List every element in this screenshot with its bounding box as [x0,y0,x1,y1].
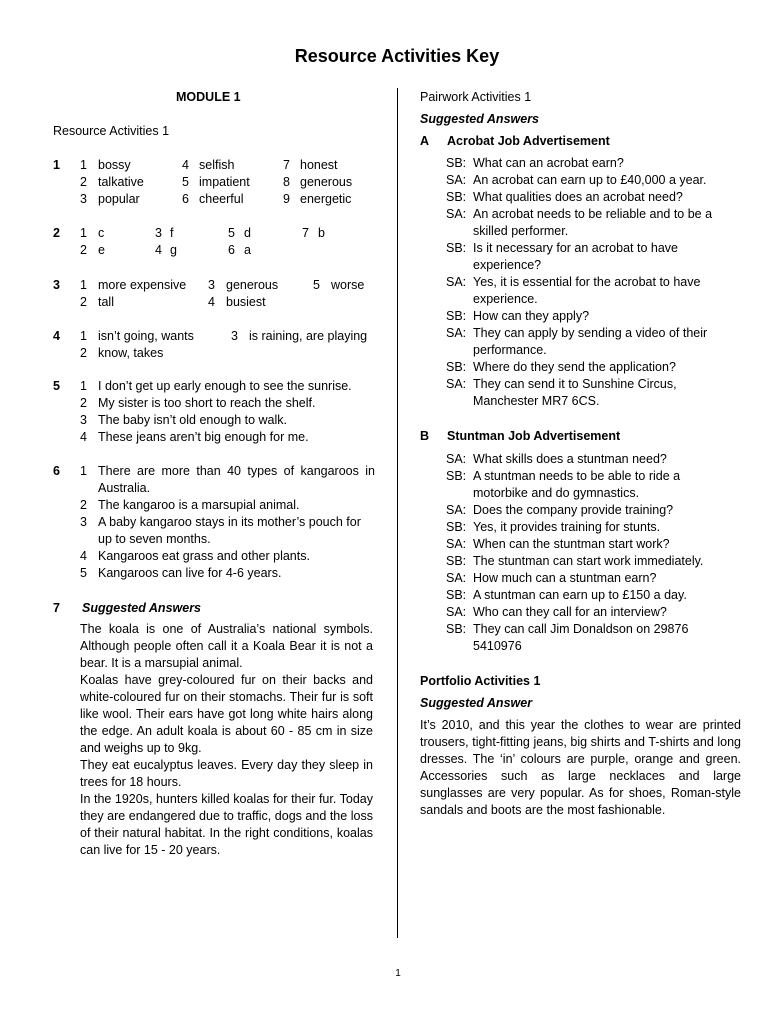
speaker: SA: [446,503,467,517]
item-number: 6 [228,243,235,257]
answer-text: cheerful [199,192,244,206]
item-number: 3 [80,413,87,427]
item-number: 4 [182,158,189,172]
answer-text: Kangaroos can live for 4-6 years. [98,566,282,580]
answer-text: c [98,226,105,240]
acrobat-heading: Acrobat Job Advertisement [447,134,610,148]
item-number: 2 [80,175,87,189]
item-number: 3 [80,192,87,206]
speaker: SA: [446,452,467,466]
pairwork-suggested-label: Suggested Answers [420,112,540,126]
dialogue-text: Who can they call for an interview? [473,605,667,619]
portfolio-heading: Portfolio Activities 1 [420,674,541,688]
answer-text: honest [300,158,338,172]
paragraph: Koalas have grey-coloured fur on their backs and white-coloured fur on their stomachs. Their fur is soft like wool. Their ears have got long white hairs along the edge. An adult koala is about 60 - 85 cm in size and weighs up to 9kg. [80,673,373,755]
list-item [80,395,375,412]
item-number: 5 [80,566,87,580]
dialogue-line [446,519,722,536]
stuntman-heading: Stuntman Job Advertisement [447,429,621,443]
dialogue-text: A stuntman needs to be able to ride a motorbike and do gymnastics. [473,469,681,500]
dialogue-text: Where do they send the application? [473,360,676,374]
answer-text: There are more than 40 types of kangaroos in Australia. [98,464,375,495]
list-item [80,514,375,548]
dialogue-line [446,570,722,587]
item-number: 3 [80,515,87,529]
speaker: SA: [446,537,467,551]
resource-activities-heading: Resource Activities 1 [53,124,170,138]
dialogue-line [446,189,722,206]
speaker: SA: [446,326,467,340]
dialogue-line [446,553,722,570]
module-heading: MODULE 1 [176,90,241,104]
column-divider [397,88,398,938]
answer-text: Kangaroos eat grass and other plants. [98,549,310,563]
item-number: 3 [155,226,162,240]
answer-text: bossy [98,158,131,172]
answer-text: The baby isn’t old enough to walk. [98,413,288,427]
dialogue-text: The stuntman can start work immediately. [473,554,704,568]
paragraph: They eat eucalyptus leaves. Every day they sleep in trees for 18 hours. [80,758,373,789]
item-number: 1 [80,158,87,172]
answer-text: tall [98,295,114,309]
list-item [80,429,375,446]
item-number: 1 [80,278,87,292]
dialogue-line [446,536,722,553]
answer-text: g [170,243,177,257]
speaker: SB: [446,469,467,483]
section-letter: B [420,429,430,443]
dialogue-text: Yes, it provides training for stunts. [473,520,661,534]
dialogue-text: A stuntman can earn up to £150 a day. [473,588,687,602]
item-number: 4 [80,430,87,444]
item-number: 7 [283,158,290,172]
speaker: SB: [446,309,467,323]
page-title: Resource Activities Key [294,46,500,66]
answer-text: selfish [199,158,235,172]
answer-text: d [244,226,251,240]
answer-text: b [318,226,325,240]
item-number: 1 [80,464,87,478]
answer-text: These jeans aren’t big enough for me. [98,430,309,444]
item-number: 2 [80,498,87,512]
dialogue-text: What skills does a stuntman need? [473,452,667,466]
dialogue-text: Is it necessary for an acrobat to have experience? [473,241,678,272]
dialogue-text: They can send it to Sunshine Circus, Manchester MR7 6CS. [473,377,677,408]
portfolio-suggested-label: Suggested Answer [420,696,533,710]
dialogue-line [446,308,722,325]
page-number: 1 [395,968,401,979]
item-number: 4 [80,549,87,563]
dialogue-text: They can apply by sending a video of their performance. [473,326,708,357]
dialogue-line [446,325,722,359]
exercise-number: 7 [53,601,60,615]
item-number: 8 [283,175,290,189]
speaker: SB: [446,622,467,636]
suggested-answers-label: Suggested Answers [82,601,202,615]
answer-text: f [170,226,174,240]
speaker: SB: [446,360,467,374]
speaker: SB: [446,190,467,204]
item-number: 3 [208,278,215,292]
dialogue-line [446,451,722,468]
speaker: SA: [446,571,467,585]
list-item [80,497,375,514]
dialogue-line [446,468,722,502]
item-number: 2 [80,346,87,360]
exercise-number: 1 [53,158,60,172]
dialogue-text: What can an acrobat earn? [473,156,624,170]
exercise-number: 3 [53,278,60,292]
answer-text: impatient [199,175,250,189]
item-number: 6 [182,192,189,206]
speaker: SA: [446,605,467,619]
exercise-number: 2 [53,226,60,240]
dialogue-line [446,604,722,621]
item-number: 4 [155,243,162,257]
list-item [80,565,375,582]
exercise-number: 4 [53,329,60,343]
answer-text: know, takes [98,346,164,360]
answer-text: talkative [98,175,144,189]
answer-text: generous [226,278,279,292]
item-number: 1 [80,226,87,240]
paragraph: In the 1920s, hunters killed koalas for their fur. Today they are endangered due to traffic, dogs and the loss of their natural habitat. In the right conditions, koalas can live for 15 - 20 years. [80,792,373,857]
answer-text: more expensive [98,278,187,292]
answer-text: My sister is too short to reach the shelf. [98,396,316,410]
item-number: 4 [208,295,215,309]
answer-text: is raining, are playing [249,329,368,343]
exercise-number: 5 [53,379,60,393]
speaker: SB: [446,520,467,534]
answer-text: isn’t going, wants [98,329,194,343]
exercise-5 [53,378,375,446]
exercise-number: 6 [53,464,60,478]
answer-text: The kangaroo is a marsupial animal. [98,498,300,512]
dialogue-line [446,206,722,240]
item-number: 2 [80,295,87,309]
item-number: 1 [80,379,87,393]
list-item [80,378,375,395]
paragraph: The koala is one of Australia’s national symbols. Although people often call it a Koala Bear it is not a bear. It is a marsupial animal. [80,622,373,670]
speaker: SA: [446,377,467,391]
answer-text: busiest [226,295,266,309]
list-item [80,548,375,565]
dialogue-line [446,359,722,376]
dialogue-line [446,502,722,519]
exercise-6 [53,463,375,582]
answer-text: a [244,243,251,257]
koala-text [80,621,373,859]
answer-text: worse [331,278,365,292]
dialogue-text: When can the stuntman start work? [473,537,670,551]
dialogue-line [446,172,722,189]
section-letter: A [420,134,430,148]
item-number: 2 [80,243,87,257]
dialogue-text: An acrobat can earn up to £40,000 a year. [473,173,707,187]
list-item [80,463,375,497]
dialogue-line [446,240,722,274]
dialogue-text: Yes, it is essential for the acrobat to have experience. [473,275,701,306]
answer-text: A baby kangaroo stays in its mother’s pouch for up to seven months. [98,515,361,546]
answer-text: I don’t get up early enough to see the sunrise. [98,379,352,393]
dialogue-line [446,587,722,604]
dialogue-text: What qualities does an acrobat need? [473,190,683,204]
item-number: 5 [313,278,320,292]
item-number: 5 [228,226,235,240]
speaker: SA: [446,275,467,289]
dialogue-text: Does the company provide training? [473,503,674,517]
stuntman-dialogue [446,451,722,655]
speaker: SA: [446,173,467,187]
list-item [80,412,375,429]
item-number: 2 [80,396,87,410]
dialogue-line [446,274,722,308]
speaker: SA: [446,207,467,221]
answer-text: generous [300,175,353,189]
dialogue-line [446,155,722,172]
answer-text: popular [98,192,140,206]
answer-text: energetic [300,192,352,206]
answer-text: e [98,243,105,257]
speaker: SB: [446,588,467,602]
dialogue-text: How much can a stuntman earn? [473,571,657,585]
pairwork-heading: Pairwork Activities 1 [420,90,532,104]
item-number: 7 [302,226,309,240]
speaker: SB: [446,554,467,568]
item-number: 9 [283,192,290,206]
dialogue-line [446,621,722,655]
item-number: 1 [80,329,87,343]
speaker: SB: [446,241,467,255]
portfolio-text: It’s 2010, and this year the clothes to wear are printed trousers, tight-fitting jeans, big shirts and T-shirts and long dresses. The ‘in’ colours are purple, orange and green. Accessories such as large necklaces and large sunglasses are very popular. As for shoes, Roman-style sandals and boots are the most fashionable. [420,718,741,817]
acrobat-dialogue [446,155,722,410]
dialogue-text: An acrobat needs to be reliable and to be a skilled performer. [473,207,713,238]
item-number: 5 [182,175,189,189]
dialogue-text: How can they apply? [473,309,590,323]
speaker: SB: [446,156,467,170]
dialogue-line [446,376,722,410]
item-number: 3 [231,329,238,343]
dialogue-text: They can call Jim Donaldson on 29876 5410976 [473,622,689,653]
